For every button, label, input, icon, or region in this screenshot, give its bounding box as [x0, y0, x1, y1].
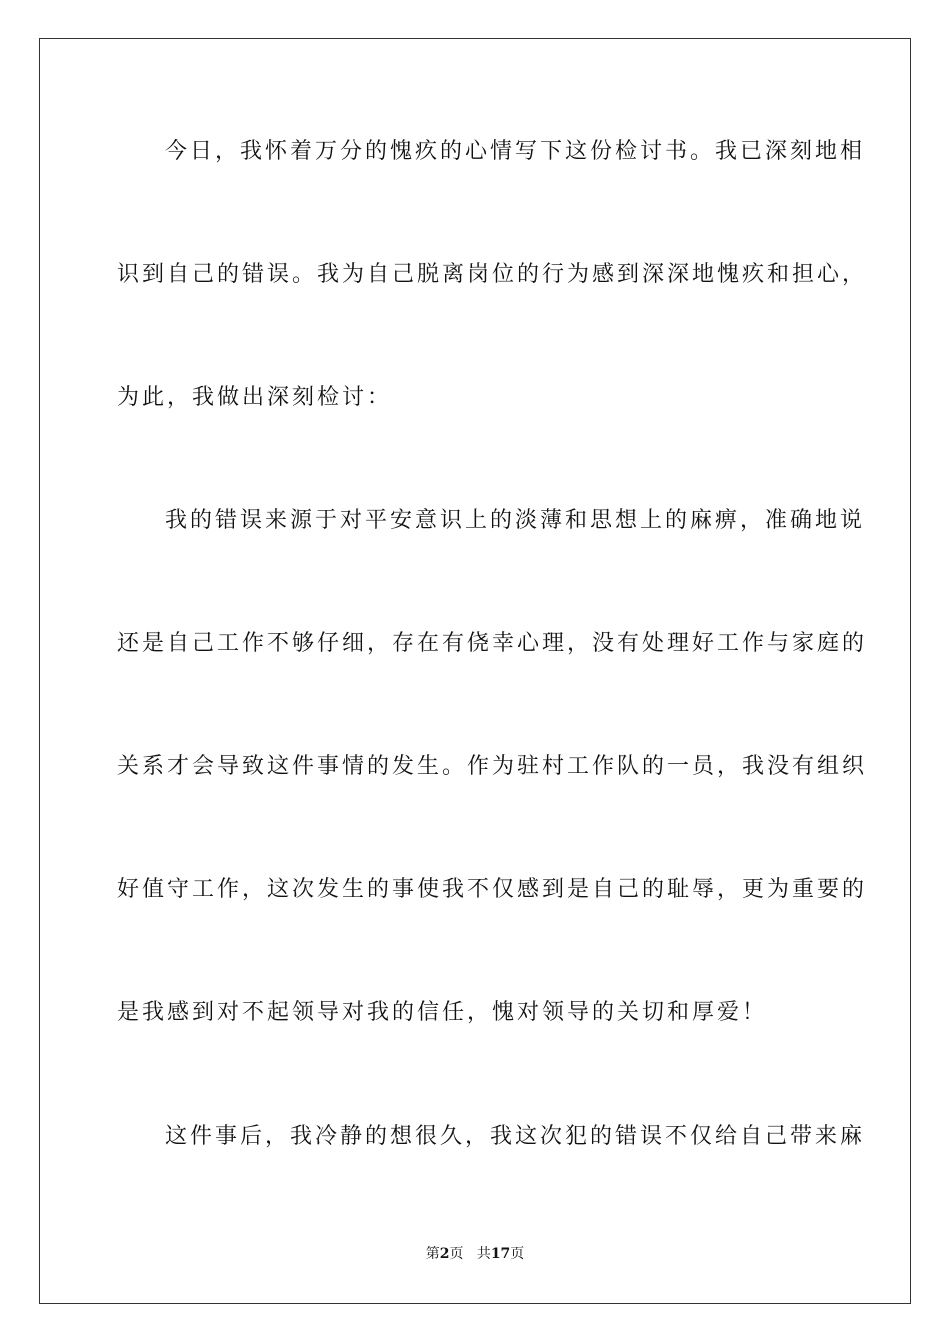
page-unit: 页 — [449, 1246, 464, 1262]
current-page-number: 2 — [439, 1246, 450, 1262]
paragraph-2-line-2: 还是自己工作不够仔细，存在有侥幸心理，没有处理好工作与家庭的 — [117, 631, 868, 656]
paragraph-3-line-1: 这件事后，我冷静的想很久，我这次犯的错误不仅给自己带来麻 — [165, 1124, 866, 1149]
paragraph-1-line-1: 今日，我怀着万分的愧疚的心情写下这份检讨书。我已深刻地相 — [165, 139, 866, 164]
paragraph-1-line-3: 为此，我做出深刻检讨： — [117, 385, 393, 410]
paragraph-2-line-1: 我的错误来源于对平安意识上的淡薄和思想上的麻痹，准确地说 — [165, 508, 866, 533]
total-page-count: 17 — [490, 1246, 511, 1262]
page-number-footer — [0, 1244, 950, 1264]
page-prefix: 第 — [425, 1246, 440, 1262]
paragraph-2-line-4: 好值守工作，这次发生的事使我不仅感到是自己的耻辱，更为重要的 — [117, 877, 868, 902]
paragraph-2-line-5: 是我感到对不起领导对我的信任，愧对领导的关切和厚爱！ — [117, 1000, 768, 1025]
paragraph-2-line-3: 关系才会导致这件事情的发生。作为驻村工作队的一员，我没有组织 — [117, 754, 868, 779]
paragraph-1-line-2: 识到自己的错误。我为自己脱离岗位的行为感到深深地愧疚和担心， — [117, 262, 868, 287]
total-prefix: 共 — [476, 1246, 491, 1262]
page-border — [39, 38, 911, 1304]
total-unit: 页 — [510, 1246, 525, 1262]
